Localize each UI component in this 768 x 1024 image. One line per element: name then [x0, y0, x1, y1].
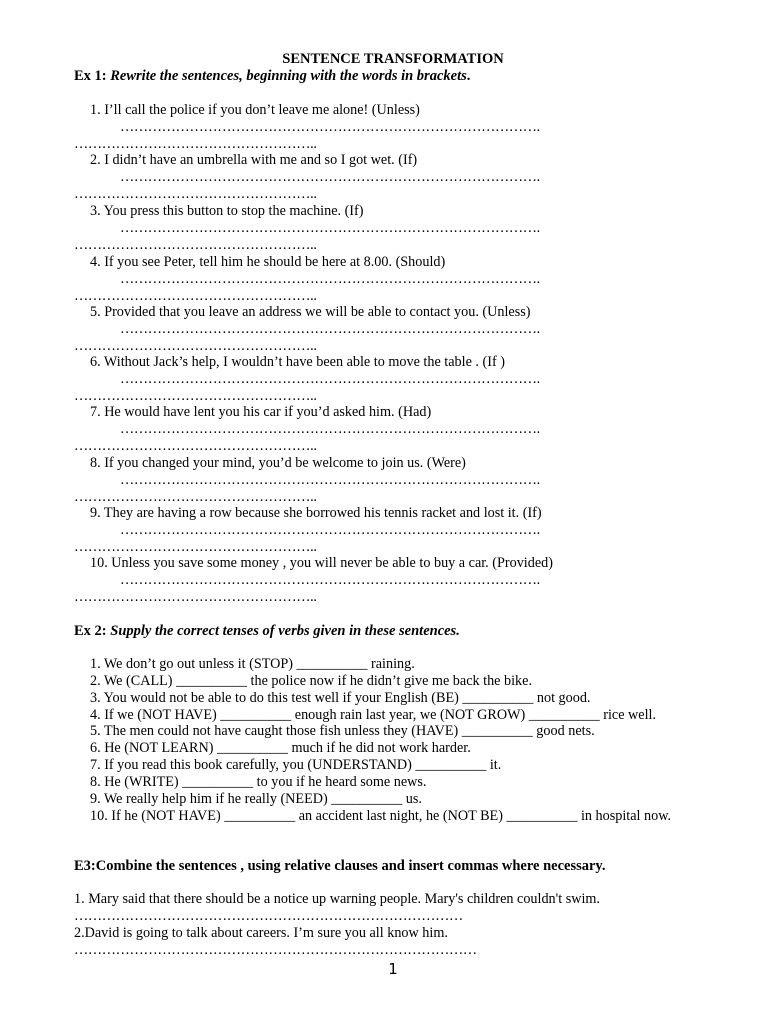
ex1-item: 2. I didn’t have an umbrella with me and so I got wet. (If)	[90, 152, 418, 168]
ex3-item: 2.David is going to talk about careers. I’m sure you all know him.	[74, 925, 448, 941]
ex1-answer-line: ……………………………………………..	[74, 539, 317, 555]
ex1-answer-line: ……………………………………………………………………………….	[120, 522, 540, 538]
ex2-item: 7. If you read this book carefully, you (UNDERSTAND) __________ it.	[90, 757, 502, 773]
ex1-answer-line: ……………………………………………………………………………….	[120, 220, 540, 236]
ex2-item: 6. He (NOT LEARN) __________ much if he did not work harder.	[90, 740, 471, 756]
ex1-answer-line: ……………………………………………..	[74, 237, 317, 253]
ex2-item: 9. We really help him if he really (NEED) __________ us.	[90, 791, 422, 807]
ex1-period: .	[466, 68, 471, 84]
ex1-answer-line: ……………………………………………..	[74, 288, 317, 304]
ex1-item: 6. Without Jack’s help, I wouldn’t have been able to move the table . (If )	[90, 354, 505, 370]
ex1-answer-line: ……………………………………………..	[74, 589, 317, 605]
ex1-answer-line: ……………………………………………………………………………….	[120, 119, 540, 135]
ex2-item: 5. The men could not have caught those fish unless they (HAVE) __________ good nets.	[90, 723, 595, 739]
ex2-item: 8. He (WRITE) __________ to you if he heard some news.	[90, 774, 427, 790]
page-number: 1	[388, 960, 398, 978]
ex1-answer-line: ……………………………………………..	[74, 338, 317, 354]
ex3-heading: E3:Combine the sentences , using relative clauses and insert commas where necessary.	[74, 858, 606, 874]
ex2-heading	[74, 623, 460, 640]
ex1-item: 4. If you see Peter, tell him he should be here at 8.00. (Should)	[90, 254, 446, 270]
ex2-item: 3. You would not be able to do this test well if your English (BE) __________ not good.	[90, 690, 591, 706]
ex3-item: 1. Mary said that there should be a notice up warning people. Mary's children couldn't swim.	[74, 891, 600, 907]
ex1-item: 10. Unless you save some money , you will never be able to buy a car. (Provided)	[90, 555, 553, 571]
ex1-answer-line: ……………………………………………..	[74, 388, 317, 404]
ex1-answer-line: ……………………………………………………………………………….	[120, 421, 540, 437]
ex1-answer-line: ……………………………………………………………………………….	[120, 371, 540, 387]
ex3-answer-line: ……………………………………………………………………………	[74, 942, 477, 958]
ex2-instruction: Supply the correct tenses of verbs given in these sentences.	[110, 623, 460, 639]
ex1-item: 7. He would have lent you his car if you’d asked him. (Had)	[90, 404, 432, 420]
ex3-answer-line: …………………………………………………………………………	[74, 908, 463, 924]
ex1-instruction: Rewrite the sentences, beginning with the words in brackets	[110, 68, 467, 84]
ex1-answer-line: ……………………………………………………………………………….	[120, 472, 540, 488]
ex1-heading	[74, 68, 470, 85]
ex1-label: Ex 1:	[74, 68, 111, 84]
ex1-answer-line: ……………………………………………………………………………….	[120, 169, 540, 185]
ex1-item: 5. Provided that you leave an address we will be able to contact you. (Unless)	[90, 304, 531, 320]
ex1-answer-line: ……………………………………………..	[74, 489, 317, 505]
ex2-item: 2. We (CALL) __________ the police now if he didn’t give me back the bike.	[90, 673, 532, 689]
ex1-answer-line: ……………………………………………………………………………….	[120, 321, 540, 337]
ex1-answer-line: ……………………………………………..	[74, 136, 317, 152]
ex2-label: Ex 2:	[74, 623, 111, 639]
ex1-item: 8. If you changed your mind, you’d be welcome to join us. (Were)	[90, 455, 466, 471]
ex2-item: 10. If he (NOT HAVE) __________ an accident last night, he (NOT BE) __________ in hospital now.	[90, 808, 672, 824]
ex1-item: 1. I’ll call the police if you don’t leave me alone! (Unless)	[90, 102, 420, 118]
ex2-item: 1. We don’t go out unless it (STOP) __________ raining.	[90, 656, 415, 672]
worksheet-title: SENTENCE TRANSFORMATION	[282, 51, 504, 67]
ex1-answer-line: ……………………………………………..	[74, 186, 317, 202]
ex1-answer-line: ……………………………………………………………………………….	[120, 572, 540, 588]
ex1-item: 9. They are having a row because she borrowed his tennis racket and lost it. (If)	[90, 505, 542, 521]
ex2-item: 4. If we (NOT HAVE) __________ enough rain last year, we (NOT GROW) __________ rice well.	[90, 707, 657, 723]
ex1-item: 3. You press this button to stop the machine. (If)	[90, 203, 364, 219]
ex1-answer-line: ……………………………………………………………………………….	[120, 271, 540, 287]
ex1-answer-line: ……………………………………………..	[74, 438, 317, 454]
